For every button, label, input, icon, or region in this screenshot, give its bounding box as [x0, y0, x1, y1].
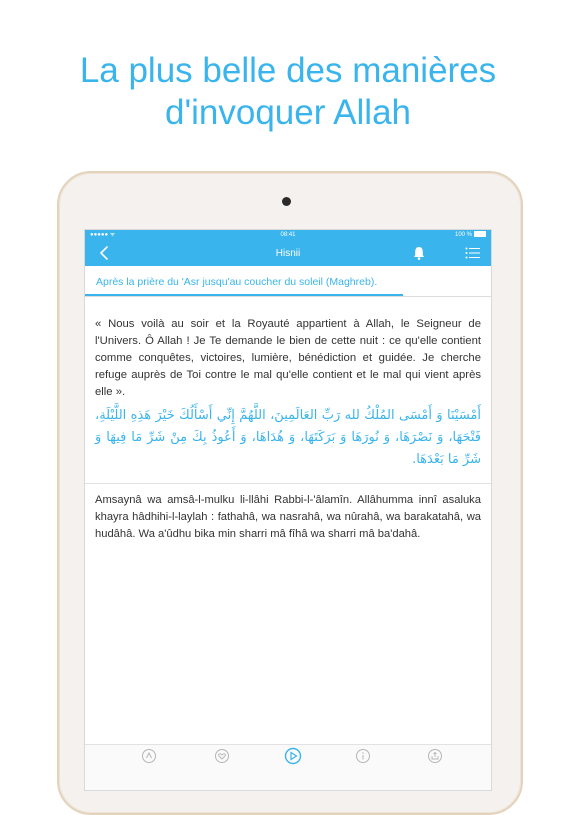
- quran-icon[interactable]: [141, 748, 157, 764]
- status-bar: [85, 230, 491, 240]
- arabic-text: أَمْسَيْنَا وَ أَمْسَى المُلْكُ لله رَبِّ العَالَمِينَ، اللَّهُمَّ إِنِّي أَسْأَلُكَ خَيْرَ هَذِهِ اللَّيْلَةِ، فَتْحَهَا، وَ نَصْرَهَا، وَ نُورَهَا وَ بَرَكَتَهَا، وَ هُدَاهَا، وَ أَعُوذُ بِكَ مِنْ شَرِّ مَا فِيهَا وَ شَرِّ مَا بَعْدَهَا.: [95, 408, 481, 467]
- promo-line-1: La plus belle des manières: [79, 51, 497, 90]
- section-header: [85, 266, 491, 296]
- battery-indicator: [455, 230, 486, 240]
- nav-title: Hisnii: [275, 248, 301, 259]
- navigation-bar: [85, 230, 491, 266]
- list-icon[interactable]: [465, 247, 481, 259]
- info-icon[interactable]: [355, 748, 371, 764]
- app-screen: [84, 229, 492, 791]
- content-divider: [85, 483, 491, 484]
- battery-text: 100 %: [454, 232, 472, 238]
- french-translation: « Nous voilà au soir et la Royauté appartient à Allah, le Seigneur de l'Univers. Ô Allah ! Je Te demande le bien de cette nuit : ce qu'elle contient comme conquêtes, victoires, lumière, bénédiction et guidée. Je cherche refuge auprès de Toi contre le mal qu'elle contient et le mal qui vient après elle ».: [95, 318, 481, 398]
- heart-icon[interactable]: [214, 748, 230, 764]
- signal-indicator: ●●●●● ᯤ: [90, 232, 116, 238]
- battery-icon: [474, 231, 486, 237]
- promo-headline: [0, 50, 576, 134]
- play-icon[interactable]: [284, 747, 302, 765]
- transliteration-text: Amsaynâ wa amsâ-l-mulku li-llâhi Rabbi-l-'âlamîn. Allâhumma innî asaluka khayra hâdhihi-l-laylah : fathahâ, wa nasrahâ, wa nûrahâ, wa barakatahâ, wa hudâhâ. Wa a'ûdhu bika min sharri mâ fîhâ wa sharri mâ ba'dahâ.: [95, 494, 481, 540]
- status-time: 08:41: [280, 232, 296, 238]
- bell-icon[interactable]: [412, 245, 426, 261]
- section-subtitle: Après la prière du 'Asr jusqu'au coucher du soleil (Maghreb).: [96, 276, 378, 288]
- promo-line-2: d'invoquer Allah: [164, 93, 412, 132]
- header-divider: [85, 296, 491, 297]
- share-icon[interactable]: [427, 748, 443, 764]
- camera-icon: [282, 197, 291, 206]
